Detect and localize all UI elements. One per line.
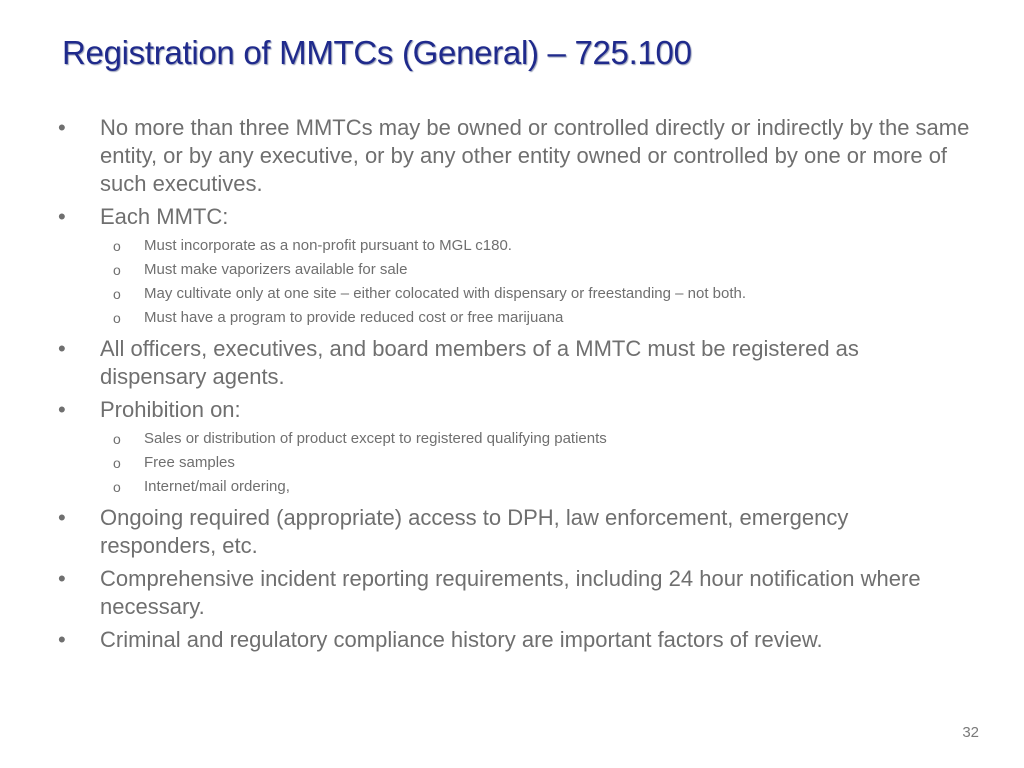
bullet-item (58, 626, 970, 654)
sub-bullet-text: Internet/mail ordering, (144, 478, 290, 495)
bullet-text: Ongoing required (appropriate) access to DPH, law enforcement, emergency responders, etc. (100, 505, 849, 558)
bullet-item (58, 203, 970, 231)
bullet-icon: • (58, 505, 66, 530)
bullet-icon: • (58, 566, 66, 591)
bullet-text: Criminal and regulatory compliance history are important factors of review. (100, 627, 823, 652)
bullet-text: Prohibition on: (100, 397, 241, 422)
sub-bullet-item (58, 282, 970, 306)
bullet-item (58, 335, 970, 391)
bullet-icon: • (58, 204, 66, 229)
sub-bullet-item (58, 475, 970, 499)
bullet-icon: • (58, 627, 66, 652)
bullet-text: Comprehensive incident reporting requirements, including 24 hour notification where necessary. (100, 566, 921, 619)
slide-title: Registration of MMTCs (General) – 725.100 (62, 34, 692, 71)
sub-bullet-text: May cultivate only at one site – either colocated with dispensary or freestanding – not both. (144, 285, 747, 302)
sub-bullet-item (58, 427, 970, 451)
sub-bullet-item (58, 451, 970, 475)
bullet-text: All officers, executives, and board members of a MMTC must be registered as dispensary agents. (100, 336, 859, 389)
sub-bullet-item (58, 234, 970, 258)
sub-bullet-icon: o (113, 455, 121, 471)
sub-bullet-icon: o (113, 431, 121, 447)
bullet-item (58, 504, 970, 560)
bullet-text: Each MMTC: (100, 204, 229, 229)
bullet-icon: • (58, 336, 66, 361)
sub-bullet-icon: o (113, 310, 121, 326)
bullet-item (58, 396, 970, 424)
sub-bullet-icon: o (113, 286, 121, 302)
sub-bullet-list (58, 234, 970, 330)
bullet-list (58, 114, 970, 654)
bullet-item (58, 565, 970, 621)
page-number: 32 (962, 724, 979, 741)
bullet-icon: • (58, 115, 66, 140)
bullet-item (58, 114, 970, 198)
sub-bullet-text: Sales or distribution of product except to registered qualifying patients (144, 430, 607, 447)
sub-bullet-text: Free samples (144, 454, 235, 471)
sub-bullet-list (58, 427, 970, 499)
sub-bullet-text: Must incorporate as a non-profit pursuant to MGL c180. (144, 237, 512, 254)
bullet-text: No more than three MMTCs may be owned or controlled directly or indirectly by the same entity, or by any executive, or by any other entity owned or controlled by one or more of such executives. (100, 115, 970, 196)
sub-bullet-icon: o (113, 238, 121, 254)
sub-bullet-text: Must make vaporizers available for sale (144, 261, 408, 278)
bullet-icon: • (58, 397, 66, 422)
sub-bullet-item (58, 258, 970, 282)
sub-bullet-text: Must have a program to provide reduced cost or free marijuana (144, 309, 564, 326)
sub-bullet-item (58, 306, 970, 330)
sub-bullet-icon: o (113, 262, 121, 278)
sub-bullet-icon: o (113, 479, 121, 495)
